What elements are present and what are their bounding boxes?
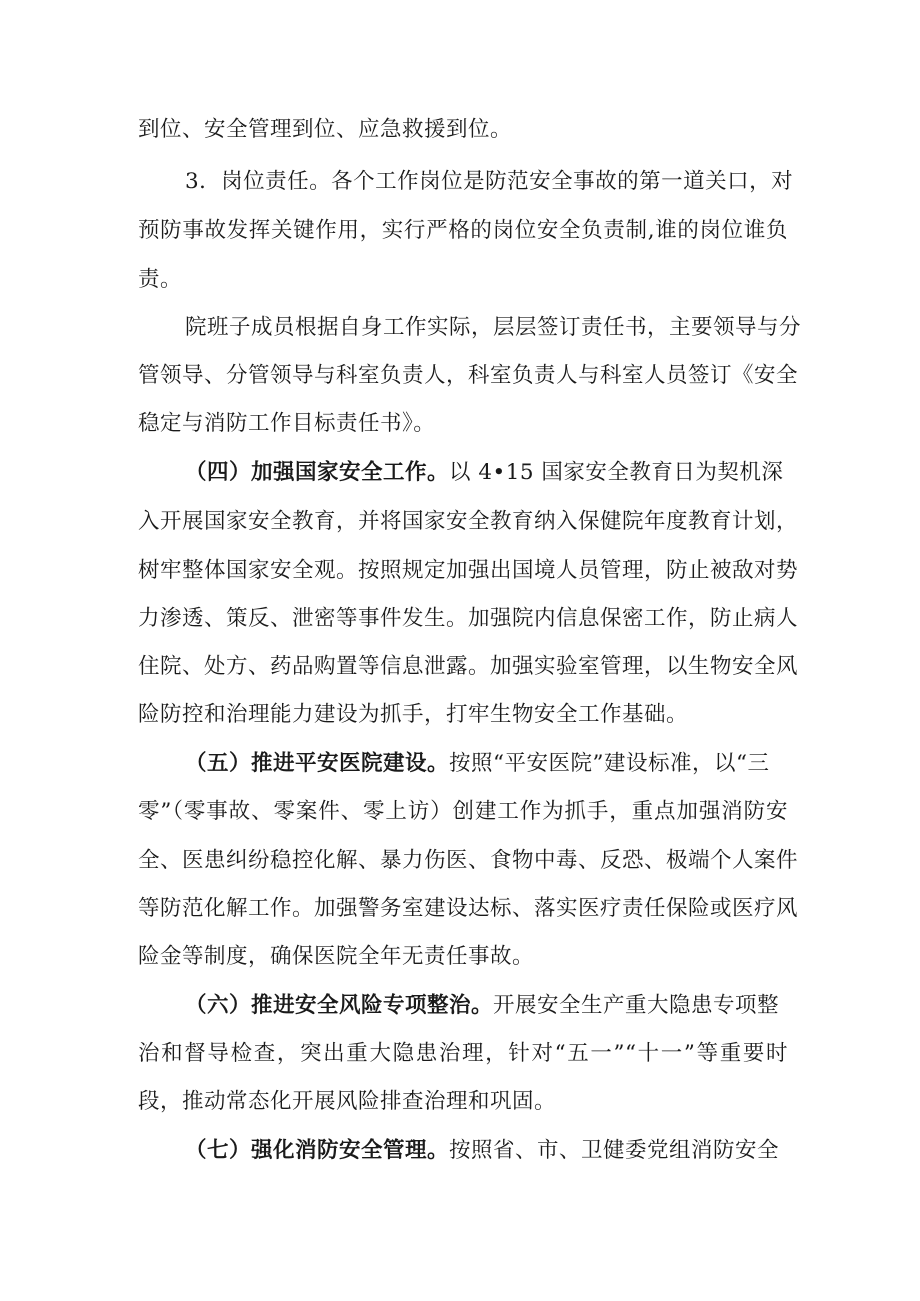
paragraph-1-line-1: 到位、安全管理到位、应急救援到位。 bbox=[138, 117, 513, 142]
paragraph-2-line-3: 责。 bbox=[138, 267, 183, 292]
paragraph-4-line-4: 力渗透、策反、泄密等事件发生。加强院内信息保密工作，防止病人 bbox=[138, 606, 799, 631]
paragraph-4-line-3: 树牢整体国家安全观。按照规定加强出国境人员管理，防止被敌对势 bbox=[138, 558, 799, 583]
paragraph-4-line-1-text: 以 4•15 国家安全教育日为契机深 bbox=[449, 460, 784, 485]
paragraph-5-line-4: 等防范化解工作。加强警务室建设达标、落实医疗责任保险或医疗风 bbox=[138, 896, 799, 921]
paragraph-2-line-1: 3．岗位责任。各个工作岗位是防范安全事故的第一道关口，对 bbox=[185, 169, 794, 194]
section-heading-5: （五）推进平安医院建设。 bbox=[185, 751, 450, 776]
section-heading-6: （六）推进安全风险专项整治。 bbox=[185, 993, 494, 1018]
paragraph-7-line-1-text: 按照省、市、卫健委党组消防安全 bbox=[449, 1138, 780, 1163]
paragraph-5-line-2: 零”（零事故、零案件、零上访）创建工作为抓手，重点加强消防安 bbox=[138, 799, 788, 824]
paragraph-4-line-5: 住院、处方、药品购置等信息泄露。加强实验室管理，以生物安全风 bbox=[138, 654, 799, 679]
section-heading-4: （四）加强国家安全工作。 bbox=[185, 460, 450, 485]
paragraph-2-line-2: 预防事故发挥关键作用，实行严格的岗位安全负责制,谁的岗位谁负 bbox=[138, 218, 788, 243]
paragraph-4-line-1 bbox=[185, 458, 788, 488]
paragraph-6-line-1 bbox=[185, 991, 788, 1021]
paragraph-6-line-3: 段，推动常态化开展风险排查治理和巩固。 bbox=[138, 1089, 557, 1114]
paragraph-6-line-1-text: 开展安全生产重大隐患专项整 bbox=[493, 993, 780, 1018]
paragraph-4-line-6: 险防控和治理能力建设为抓手，打牢生物安全工作基础。 bbox=[138, 702, 689, 727]
section-heading-7: （七）强化消防安全管理。 bbox=[185, 1138, 450, 1163]
paragraph-3-line-3: 稳定与消防工作目标责任书》。 bbox=[138, 411, 436, 436]
paragraph-7-line-1 bbox=[185, 1136, 788, 1166]
paragraph-3-line-2: 管领导、分管领导与科室负责人，科室负责人与科室人员签订《安全 bbox=[138, 363, 799, 388]
paragraph-5-line-3: 全、医患纠纷稳控化解、暴力伤医、食物中毒、反恐、极端个人案件 bbox=[138, 848, 799, 873]
paragraph-6-line-2: 治和督导检查，突出重大隐患治理，针对“五一”“十一”等重要时 bbox=[138, 1041, 788, 1066]
paragraph-4-line-2: 入开展国家安全教育，并将国家安全教育纳入保健院年度教育计划， bbox=[138, 509, 799, 534]
paragraph-5-line-5: 险金等制度，确保医院全年无责任事故。 bbox=[138, 944, 535, 969]
paragraph-5-line-1 bbox=[185, 749, 788, 779]
paragraph-3-line-1: 院班子成员根据自身工作实际，层层签订责任书，主要领导与分 bbox=[185, 315, 802, 340]
paragraph-5-line-1-text: 按照“平安医院”建设标准，以“三 bbox=[449, 751, 770, 776]
